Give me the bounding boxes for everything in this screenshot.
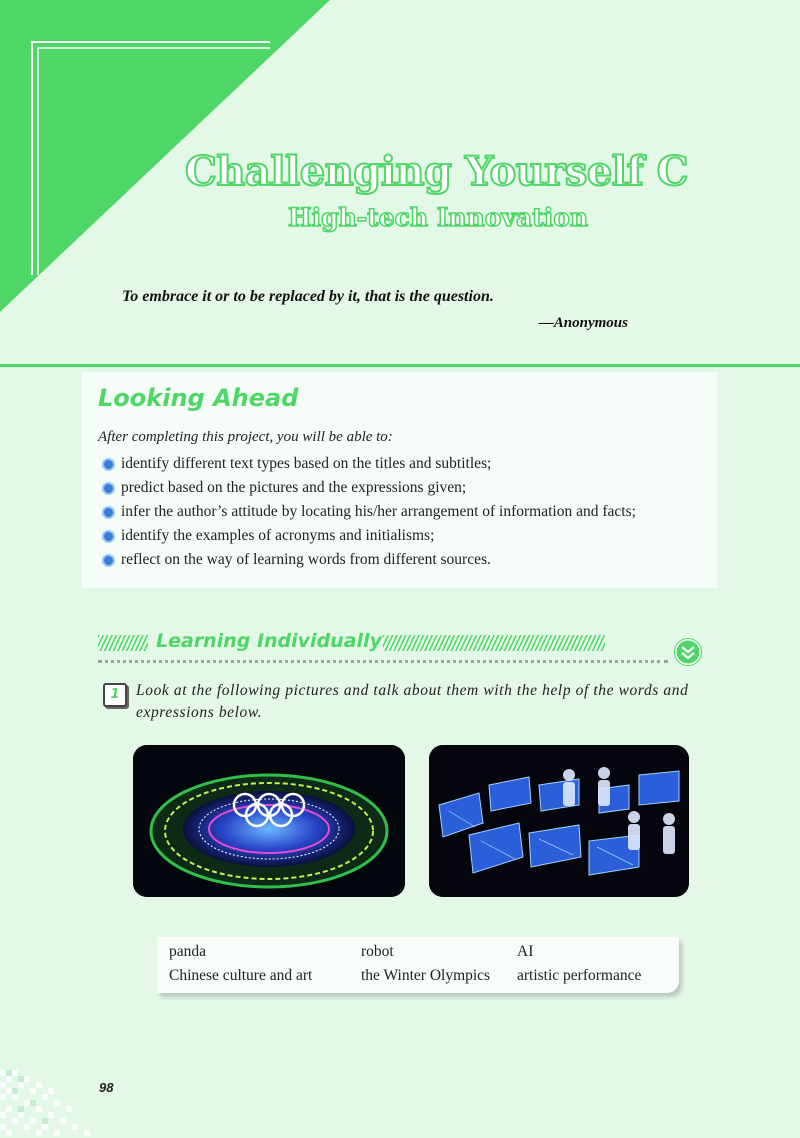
olympic-rings-illustration bbox=[133, 745, 405, 897]
task-number-badge: 1 bbox=[103, 683, 127, 707]
objective-text: identify different text types based on the titles and subtitles; bbox=[121, 455, 492, 472]
epigraph-quote: To embrace it or to be replaced by it, that is the question. bbox=[122, 288, 494, 305]
task-instructions: Look at the following pictures and talk about them with the help of the words and expressions below. bbox=[136, 682, 689, 721]
bullet-icon bbox=[102, 506, 115, 519]
hatch-decoration bbox=[383, 635, 605, 651]
hatch-decoration bbox=[98, 635, 148, 651]
list-item bbox=[102, 452, 636, 476]
list-item bbox=[102, 548, 636, 572]
epigraph-author: —Anonymous bbox=[538, 315, 628, 331]
objective-text: identify the examples of acronyms and initialisms; bbox=[121, 527, 435, 544]
robot-performance-photo bbox=[429, 745, 689, 897]
word-item: AI bbox=[517, 943, 534, 960]
word-item: panda bbox=[169, 943, 207, 960]
pixel-pattern-decoration bbox=[0, 1070, 100, 1138]
word-item: robot bbox=[361, 943, 394, 960]
page-number: 98 bbox=[99, 1080, 114, 1095]
page-subtitle: High-tech Innovation bbox=[288, 203, 589, 232]
list-item bbox=[102, 500, 636, 524]
section-header bbox=[98, 630, 708, 670]
objective-text: infer the author’s attitude by locating his/her arrangement of information and facts; bbox=[121, 503, 636, 520]
robot-stage-illustration bbox=[429, 745, 689, 897]
word-item: the Winter Olympics bbox=[361, 967, 491, 984]
dotted-divider bbox=[98, 660, 668, 663]
looking-ahead-panel bbox=[82, 372, 717, 588]
list-item bbox=[102, 476, 636, 500]
objective-text: reflect on the way of learning words from different sources. bbox=[121, 551, 491, 568]
list-item bbox=[102, 524, 636, 548]
bullet-icon bbox=[102, 482, 115, 495]
bullet-icon bbox=[102, 530, 115, 543]
double-chevron-down-icon[interactable] bbox=[674, 638, 702, 666]
bullet-icon bbox=[102, 458, 115, 471]
title-block bbox=[0, 148, 800, 248]
objective-text: predict based on the pictures and the expressions given; bbox=[121, 479, 467, 496]
objectives-list bbox=[102, 452, 636, 572]
page-title: Challenging Yourself C bbox=[185, 148, 688, 195]
section-title: Learning Individually bbox=[156, 630, 382, 652]
bullet-icon bbox=[102, 554, 115, 567]
header-divider bbox=[0, 364, 800, 367]
word-bank bbox=[157, 937, 679, 993]
word-item: artistic performance bbox=[517, 967, 642, 984]
olympic-rings-photo bbox=[133, 745, 405, 897]
word-item: Chinese culture and art bbox=[169, 967, 313, 984]
looking-ahead-intro: After completing this project, you will be able to: bbox=[98, 429, 393, 445]
looking-ahead-heading: Looking Ahead bbox=[98, 384, 299, 412]
